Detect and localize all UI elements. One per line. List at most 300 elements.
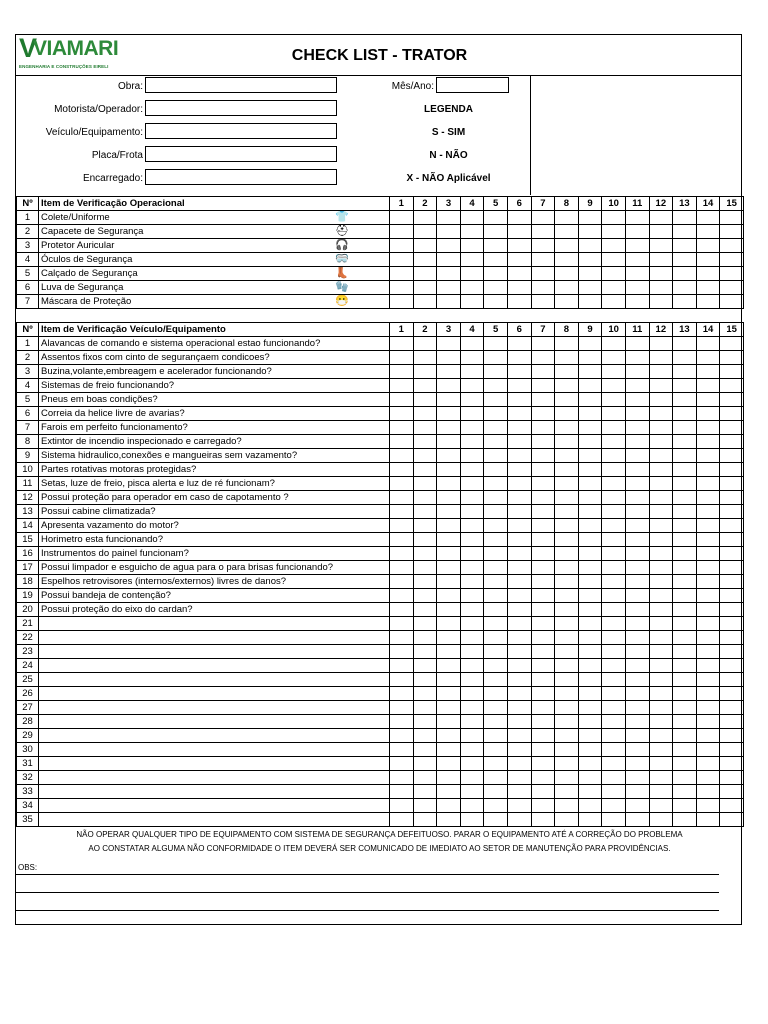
check-cell[interactable]	[437, 659, 461, 673]
check-cell[interactable]	[720, 351, 744, 365]
check-cell[interactable]	[507, 603, 531, 617]
check-cell[interactable]	[413, 533, 437, 547]
check-cell[interactable]	[602, 505, 626, 519]
check-cell[interactable]	[460, 407, 484, 421]
check-cell[interactable]	[696, 659, 720, 673]
check-cell[interactable]	[484, 743, 508, 757]
check-cell[interactable]	[413, 253, 437, 267]
check-cell[interactable]	[602, 337, 626, 351]
check-cell[interactable]	[531, 715, 555, 729]
check-cell[interactable]	[602, 267, 626, 281]
check-cell[interactable]	[555, 715, 579, 729]
check-cell[interactable]	[602, 393, 626, 407]
check-cell[interactable]	[507, 575, 531, 589]
check-cell[interactable]	[649, 743, 673, 757]
check-cell[interactable]	[602, 253, 626, 267]
check-cell[interactable]	[673, 743, 697, 757]
check-cell[interactable]	[390, 533, 414, 547]
check-cell[interactable]	[484, 519, 508, 533]
check-cell[interactable]	[507, 589, 531, 603]
check-cell[interactable]	[625, 295, 649, 309]
check-cell[interactable]	[720, 407, 744, 421]
check-cell[interactable]	[390, 687, 414, 701]
check-cell[interactable]	[413, 715, 437, 729]
check-cell[interactable]	[625, 771, 649, 785]
check-cell[interactable]	[507, 379, 531, 393]
check-cell[interactable]	[413, 729, 437, 743]
check-cell[interactable]	[625, 729, 649, 743]
check-cell[interactable]	[720, 715, 744, 729]
check-cell[interactable]	[602, 631, 626, 645]
check-cell[interactable]	[673, 729, 697, 743]
check-cell[interactable]	[649, 435, 673, 449]
check-cell[interactable]	[555, 211, 579, 225]
check-cell[interactable]	[602, 673, 626, 687]
check-cell[interactable]	[578, 351, 602, 365]
check-cell[interactable]	[673, 225, 697, 239]
check-cell[interactable]	[649, 239, 673, 253]
check-cell[interactable]	[625, 645, 649, 659]
check-cell[interactable]	[531, 393, 555, 407]
check-cell[interactable]	[437, 295, 461, 309]
check-cell[interactable]	[673, 281, 697, 295]
check-cell[interactable]	[602, 449, 626, 463]
check-cell[interactable]	[460, 379, 484, 393]
check-cell[interactable]	[531, 799, 555, 813]
check-cell[interactable]	[696, 463, 720, 477]
check-cell[interactable]	[437, 617, 461, 631]
check-cell[interactable]	[413, 617, 437, 631]
check-cell[interactable]	[578, 393, 602, 407]
check-cell[interactable]	[555, 239, 579, 253]
check-cell[interactable]	[625, 631, 649, 645]
check-cell[interactable]	[437, 351, 461, 365]
check-cell[interactable]	[390, 393, 414, 407]
check-cell[interactable]	[696, 435, 720, 449]
check-cell[interactable]	[720, 757, 744, 771]
check-cell[interactable]	[720, 533, 744, 547]
check-cell[interactable]	[602, 785, 626, 799]
check-cell[interactable]	[507, 729, 531, 743]
check-cell[interactable]	[696, 407, 720, 421]
check-cell[interactable]	[649, 799, 673, 813]
check-cell[interactable]	[413, 351, 437, 365]
check-cell[interactable]	[460, 729, 484, 743]
check-cell[interactable]	[578, 407, 602, 421]
check-cell[interactable]	[578, 491, 602, 505]
check-cell[interactable]	[413, 589, 437, 603]
check-cell[interactable]	[696, 253, 720, 267]
check-cell[interactable]	[413, 799, 437, 813]
obs-line-1[interactable]	[16, 874, 719, 875]
check-cell[interactable]	[390, 673, 414, 687]
check-cell[interactable]	[602, 295, 626, 309]
check-cell[interactable]	[578, 449, 602, 463]
check-cell[interactable]	[625, 477, 649, 491]
check-cell[interactable]	[437, 379, 461, 393]
check-cell[interactable]	[696, 603, 720, 617]
check-cell[interactable]	[720, 281, 744, 295]
check-cell[interactable]	[390, 631, 414, 645]
check-cell[interactable]	[413, 407, 437, 421]
check-cell[interactable]	[696, 379, 720, 393]
check-cell[interactable]	[602, 729, 626, 743]
check-cell[interactable]	[555, 491, 579, 505]
check-cell[interactable]	[578, 533, 602, 547]
check-cell[interactable]	[437, 211, 461, 225]
check-cell[interactable]	[437, 393, 461, 407]
check-cell[interactable]	[555, 673, 579, 687]
check-cell[interactable]	[460, 715, 484, 729]
check-cell[interactable]	[484, 561, 508, 575]
check-cell[interactable]	[578, 617, 602, 631]
check-cell[interactable]	[720, 435, 744, 449]
check-cell[interactable]	[460, 561, 484, 575]
check-cell[interactable]	[602, 491, 626, 505]
check-cell[interactable]	[531, 407, 555, 421]
check-cell[interactable]	[602, 435, 626, 449]
check-cell[interactable]	[413, 645, 437, 659]
check-cell[interactable]	[413, 295, 437, 309]
check-cell[interactable]	[507, 295, 531, 309]
check-cell[interactable]	[602, 617, 626, 631]
check-cell[interactable]	[555, 561, 579, 575]
check-cell[interactable]	[390, 211, 414, 225]
check-cell[interactable]	[484, 295, 508, 309]
check-cell[interactable]	[625, 715, 649, 729]
check-cell[interactable]	[484, 687, 508, 701]
check-cell[interactable]	[602, 743, 626, 757]
check-cell[interactable]	[673, 421, 697, 435]
check-cell[interactable]	[696, 267, 720, 281]
check-cell[interactable]	[531, 211, 555, 225]
check-cell[interactable]	[555, 421, 579, 435]
check-cell[interactable]	[673, 505, 697, 519]
check-cell[interactable]	[578, 463, 602, 477]
check-cell[interactable]	[390, 267, 414, 281]
check-cell[interactable]	[507, 561, 531, 575]
check-cell[interactable]	[578, 561, 602, 575]
check-cell[interactable]	[673, 239, 697, 253]
check-cell[interactable]	[720, 337, 744, 351]
check-cell[interactable]	[625, 393, 649, 407]
check-cell[interactable]	[460, 491, 484, 505]
check-cell[interactable]	[649, 533, 673, 547]
check-cell[interactable]	[531, 365, 555, 379]
check-cell[interactable]	[602, 659, 626, 673]
check-cell[interactable]	[578, 673, 602, 687]
check-cell[interactable]	[555, 743, 579, 757]
check-cell[interactable]	[625, 421, 649, 435]
check-cell[interactable]	[531, 421, 555, 435]
check-cell[interactable]	[437, 225, 461, 239]
check-cell[interactable]	[696, 757, 720, 771]
check-cell[interactable]	[696, 715, 720, 729]
check-cell[interactable]	[555, 575, 579, 589]
check-cell[interactable]	[673, 813, 697, 827]
check-cell[interactable]	[531, 645, 555, 659]
check-cell[interactable]	[625, 561, 649, 575]
check-cell[interactable]	[460, 253, 484, 267]
check-cell[interactable]	[555, 799, 579, 813]
check-cell[interactable]	[720, 239, 744, 253]
check-cell[interactable]	[437, 631, 461, 645]
check-cell[interactable]	[555, 757, 579, 771]
check-cell[interactable]	[720, 491, 744, 505]
check-cell[interactable]	[555, 351, 579, 365]
check-cell[interactable]	[460, 547, 484, 561]
check-cell[interactable]	[437, 673, 461, 687]
check-cell[interactable]	[720, 799, 744, 813]
check-cell[interactable]	[437, 337, 461, 351]
check-cell[interactable]	[390, 351, 414, 365]
check-cell[interactable]	[578, 813, 602, 827]
check-cell[interactable]	[578, 211, 602, 225]
check-cell[interactable]	[625, 575, 649, 589]
check-cell[interactable]	[390, 421, 414, 435]
check-cell[interactable]	[696, 533, 720, 547]
check-cell[interactable]	[696, 617, 720, 631]
check-cell[interactable]	[507, 519, 531, 533]
check-cell[interactable]	[578, 295, 602, 309]
check-cell[interactable]	[649, 575, 673, 589]
check-cell[interactable]	[602, 589, 626, 603]
check-cell[interactable]	[413, 463, 437, 477]
check-cell[interactable]	[720, 519, 744, 533]
check-cell[interactable]	[507, 701, 531, 715]
check-cell[interactable]	[720, 463, 744, 477]
check-cell[interactable]	[625, 533, 649, 547]
check-cell[interactable]	[625, 407, 649, 421]
check-cell[interactable]	[578, 729, 602, 743]
check-cell[interactable]	[696, 211, 720, 225]
check-cell[interactable]	[484, 267, 508, 281]
check-cell[interactable]	[413, 575, 437, 589]
check-cell[interactable]	[720, 813, 744, 827]
check-cell[interactable]	[602, 799, 626, 813]
check-cell[interactable]	[460, 645, 484, 659]
check-cell[interactable]	[696, 365, 720, 379]
check-cell[interactable]	[460, 533, 484, 547]
check-cell[interactable]	[437, 757, 461, 771]
check-cell[interactable]	[625, 603, 649, 617]
check-cell[interactable]	[484, 729, 508, 743]
placa-field[interactable]	[145, 146, 337, 162]
check-cell[interactable]	[507, 617, 531, 631]
check-cell[interactable]	[673, 407, 697, 421]
check-cell[interactable]	[720, 673, 744, 687]
check-cell[interactable]	[531, 729, 555, 743]
check-cell[interactable]	[390, 547, 414, 561]
check-cell[interactable]	[578, 267, 602, 281]
check-cell[interactable]	[413, 757, 437, 771]
check-cell[interactable]	[555, 813, 579, 827]
check-cell[interactable]	[602, 533, 626, 547]
check-cell[interactable]	[602, 519, 626, 533]
check-cell[interactable]	[625, 337, 649, 351]
encarregado-field[interactable]	[145, 169, 337, 185]
check-cell[interactable]	[673, 617, 697, 631]
check-cell[interactable]	[578, 519, 602, 533]
check-cell[interactable]	[437, 561, 461, 575]
obs-line-3[interactable]	[16, 910, 719, 911]
check-cell[interactable]	[649, 547, 673, 561]
check-cell[interactable]	[649, 463, 673, 477]
check-cell[interactable]	[437, 253, 461, 267]
check-cell[interactable]	[555, 631, 579, 645]
check-cell[interactable]	[720, 575, 744, 589]
check-cell[interactable]	[460, 631, 484, 645]
check-cell[interactable]	[625, 659, 649, 673]
check-cell[interactable]	[720, 295, 744, 309]
check-cell[interactable]	[531, 561, 555, 575]
check-cell[interactable]	[673, 449, 697, 463]
check-cell[interactable]	[390, 239, 414, 253]
check-cell[interactable]	[484, 505, 508, 519]
check-cell[interactable]	[390, 519, 414, 533]
check-cell[interactable]	[413, 659, 437, 673]
check-cell[interactable]	[531, 743, 555, 757]
check-cell[interactable]	[460, 477, 484, 491]
check-cell[interactable]	[507, 813, 531, 827]
check-cell[interactable]	[578, 589, 602, 603]
check-cell[interactable]	[390, 435, 414, 449]
check-cell[interactable]	[720, 687, 744, 701]
check-cell[interactable]	[673, 379, 697, 393]
check-cell[interactable]	[390, 407, 414, 421]
check-cell[interactable]	[649, 295, 673, 309]
check-cell[interactable]	[555, 533, 579, 547]
check-cell[interactable]	[602, 561, 626, 575]
check-cell[interactable]	[649, 211, 673, 225]
check-cell[interactable]	[413, 547, 437, 561]
check-cell[interactable]	[437, 407, 461, 421]
check-cell[interactable]	[555, 519, 579, 533]
check-cell[interactable]	[720, 785, 744, 799]
check-cell[interactable]	[390, 225, 414, 239]
check-cell[interactable]	[720, 253, 744, 267]
check-cell[interactable]	[390, 645, 414, 659]
check-cell[interactable]	[390, 365, 414, 379]
check-cell[interactable]	[413, 365, 437, 379]
check-cell[interactable]	[531, 701, 555, 715]
check-cell[interactable]	[437, 463, 461, 477]
check-cell[interactable]	[625, 225, 649, 239]
mes-ano-field[interactable]	[436, 77, 509, 93]
check-cell[interactable]	[413, 379, 437, 393]
check-cell[interactable]	[578, 477, 602, 491]
check-cell[interactable]	[437, 477, 461, 491]
check-cell[interactable]	[460, 351, 484, 365]
check-cell[interactable]	[649, 491, 673, 505]
check-cell[interactable]	[460, 617, 484, 631]
check-cell[interactable]	[696, 491, 720, 505]
check-cell[interactable]	[484, 589, 508, 603]
check-cell[interactable]	[390, 701, 414, 715]
check-cell[interactable]	[649, 561, 673, 575]
check-cell[interactable]	[649, 631, 673, 645]
check-cell[interactable]	[531, 659, 555, 673]
check-cell[interactable]	[413, 519, 437, 533]
check-cell[interactable]	[602, 701, 626, 715]
check-cell[interactable]	[673, 519, 697, 533]
check-cell[interactable]	[413, 785, 437, 799]
check-cell[interactable]	[649, 421, 673, 435]
check-cell[interactable]	[696, 631, 720, 645]
check-cell[interactable]	[649, 253, 673, 267]
check-cell[interactable]	[720, 379, 744, 393]
check-cell[interactable]	[484, 351, 508, 365]
check-cell[interactable]	[578, 659, 602, 673]
check-cell[interactable]	[437, 575, 461, 589]
check-cell[interactable]	[484, 477, 508, 491]
check-cell[interactable]	[649, 365, 673, 379]
check-cell[interactable]	[649, 771, 673, 785]
check-cell[interactable]	[578, 631, 602, 645]
check-cell[interactable]	[649, 337, 673, 351]
check-cell[interactable]	[555, 379, 579, 393]
check-cell[interactable]	[460, 813, 484, 827]
check-cell[interactable]	[413, 211, 437, 225]
check-cell[interactable]	[555, 603, 579, 617]
check-cell[interactable]	[673, 799, 697, 813]
check-cell[interactable]	[649, 813, 673, 827]
check-cell[interactable]	[578, 505, 602, 519]
check-cell[interactable]	[673, 365, 697, 379]
check-cell[interactable]	[720, 617, 744, 631]
check-cell[interactable]	[437, 701, 461, 715]
check-cell[interactable]	[673, 715, 697, 729]
check-cell[interactable]	[602, 715, 626, 729]
check-cell[interactable]	[602, 645, 626, 659]
check-cell[interactable]	[507, 351, 531, 365]
check-cell[interactable]	[555, 589, 579, 603]
check-cell[interactable]	[390, 337, 414, 351]
check-cell[interactable]	[555, 225, 579, 239]
check-cell[interactable]	[507, 771, 531, 785]
check-cell[interactable]	[460, 295, 484, 309]
check-cell[interactable]	[507, 477, 531, 491]
check-cell[interactable]	[507, 337, 531, 351]
check-cell[interactable]	[413, 449, 437, 463]
check-cell[interactable]	[413, 239, 437, 253]
check-cell[interactable]	[696, 505, 720, 519]
check-cell[interactable]	[673, 533, 697, 547]
check-cell[interactable]	[696, 281, 720, 295]
check-cell[interactable]	[484, 421, 508, 435]
check-cell[interactable]	[578, 337, 602, 351]
check-cell[interactable]	[531, 491, 555, 505]
check-cell[interactable]	[531, 505, 555, 519]
check-cell[interactable]	[696, 813, 720, 827]
check-cell[interactable]	[390, 561, 414, 575]
check-cell[interactable]	[413, 337, 437, 351]
check-cell[interactable]	[720, 393, 744, 407]
check-cell[interactable]	[720, 477, 744, 491]
check-cell[interactable]	[390, 505, 414, 519]
check-cell[interactable]	[649, 617, 673, 631]
check-cell[interactable]	[555, 253, 579, 267]
check-cell[interactable]	[578, 225, 602, 239]
check-cell[interactable]	[437, 519, 461, 533]
check-cell[interactable]	[531, 687, 555, 701]
check-cell[interactable]	[531, 533, 555, 547]
check-cell[interactable]	[696, 701, 720, 715]
check-cell[interactable]	[625, 617, 649, 631]
check-cell[interactable]	[437, 785, 461, 799]
check-cell[interactable]	[413, 281, 437, 295]
check-cell[interactable]	[460, 687, 484, 701]
